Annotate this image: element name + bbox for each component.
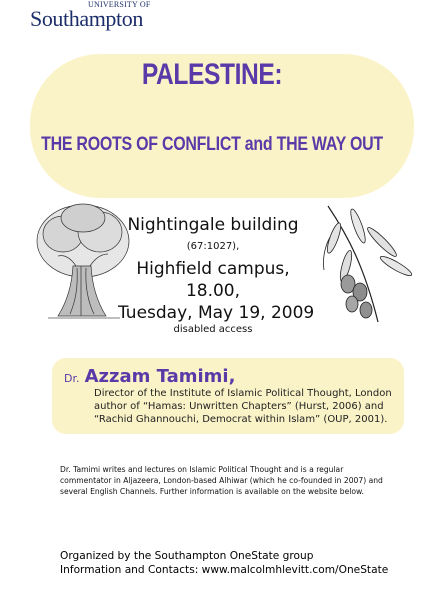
poster-title: PALESTINE: — [141, 58, 283, 91]
speaker-prefix: Dr. — [64, 372, 80, 385]
speaker-desc-line-3: “Rachid Ghannouchi, Democrat within Islam” (OUP, 2001). — [94, 414, 388, 425]
speaker-name: Azzam Tamimi, — [84, 366, 236, 387]
venue-time: 18.00, — [185, 281, 241, 301]
footer-contacts: Information and Contacts: www.malcolmhlevitt.com/OneState — [60, 564, 389, 576]
poster-subtitle: THE ROOTS OF CONFLICT and THE WAY OUT — [41, 134, 383, 155]
venue-details — [118, 214, 315, 336]
speaker-description — [94, 387, 394, 426]
venue-access: disabled access — [173, 324, 253, 335]
venue-date: Tuesday, May 19, 2009 — [118, 303, 315, 323]
speaker-block — [64, 366, 394, 426]
venue-room: (67:1027), — [186, 241, 240, 252]
logo-southampton: Southampton — [30, 6, 143, 31]
footer-organized-by: Organized by the Southampton OneState group — [60, 550, 314, 562]
speaker-bio: Dr. Tamimi writes and lectures on Islamic Political Thought and is a regular commentator in Aljazeera, London-based Alhiwar (which he co-founded in 2007) and several English Channels. Further information is available on the website below. — [60, 465, 383, 496]
olive-branch-illustration — [318, 196, 414, 330]
venue-campus: Highfield campus, — [136, 259, 290, 279]
logo-university-of: UNIVERSITY OF — [88, 0, 151, 9]
footer — [60, 549, 420, 577]
university-logo — [30, 0, 180, 31]
venue-building: Nightingale building — [127, 215, 299, 235]
speaker-desc-line-1: Director of the Institute of Islamic Political Thought, London — [94, 388, 392, 399]
speaker-desc-line-2: author of “Hamas: Unwritten Chapters” (Hurst, 2006) and — [94, 401, 384, 412]
